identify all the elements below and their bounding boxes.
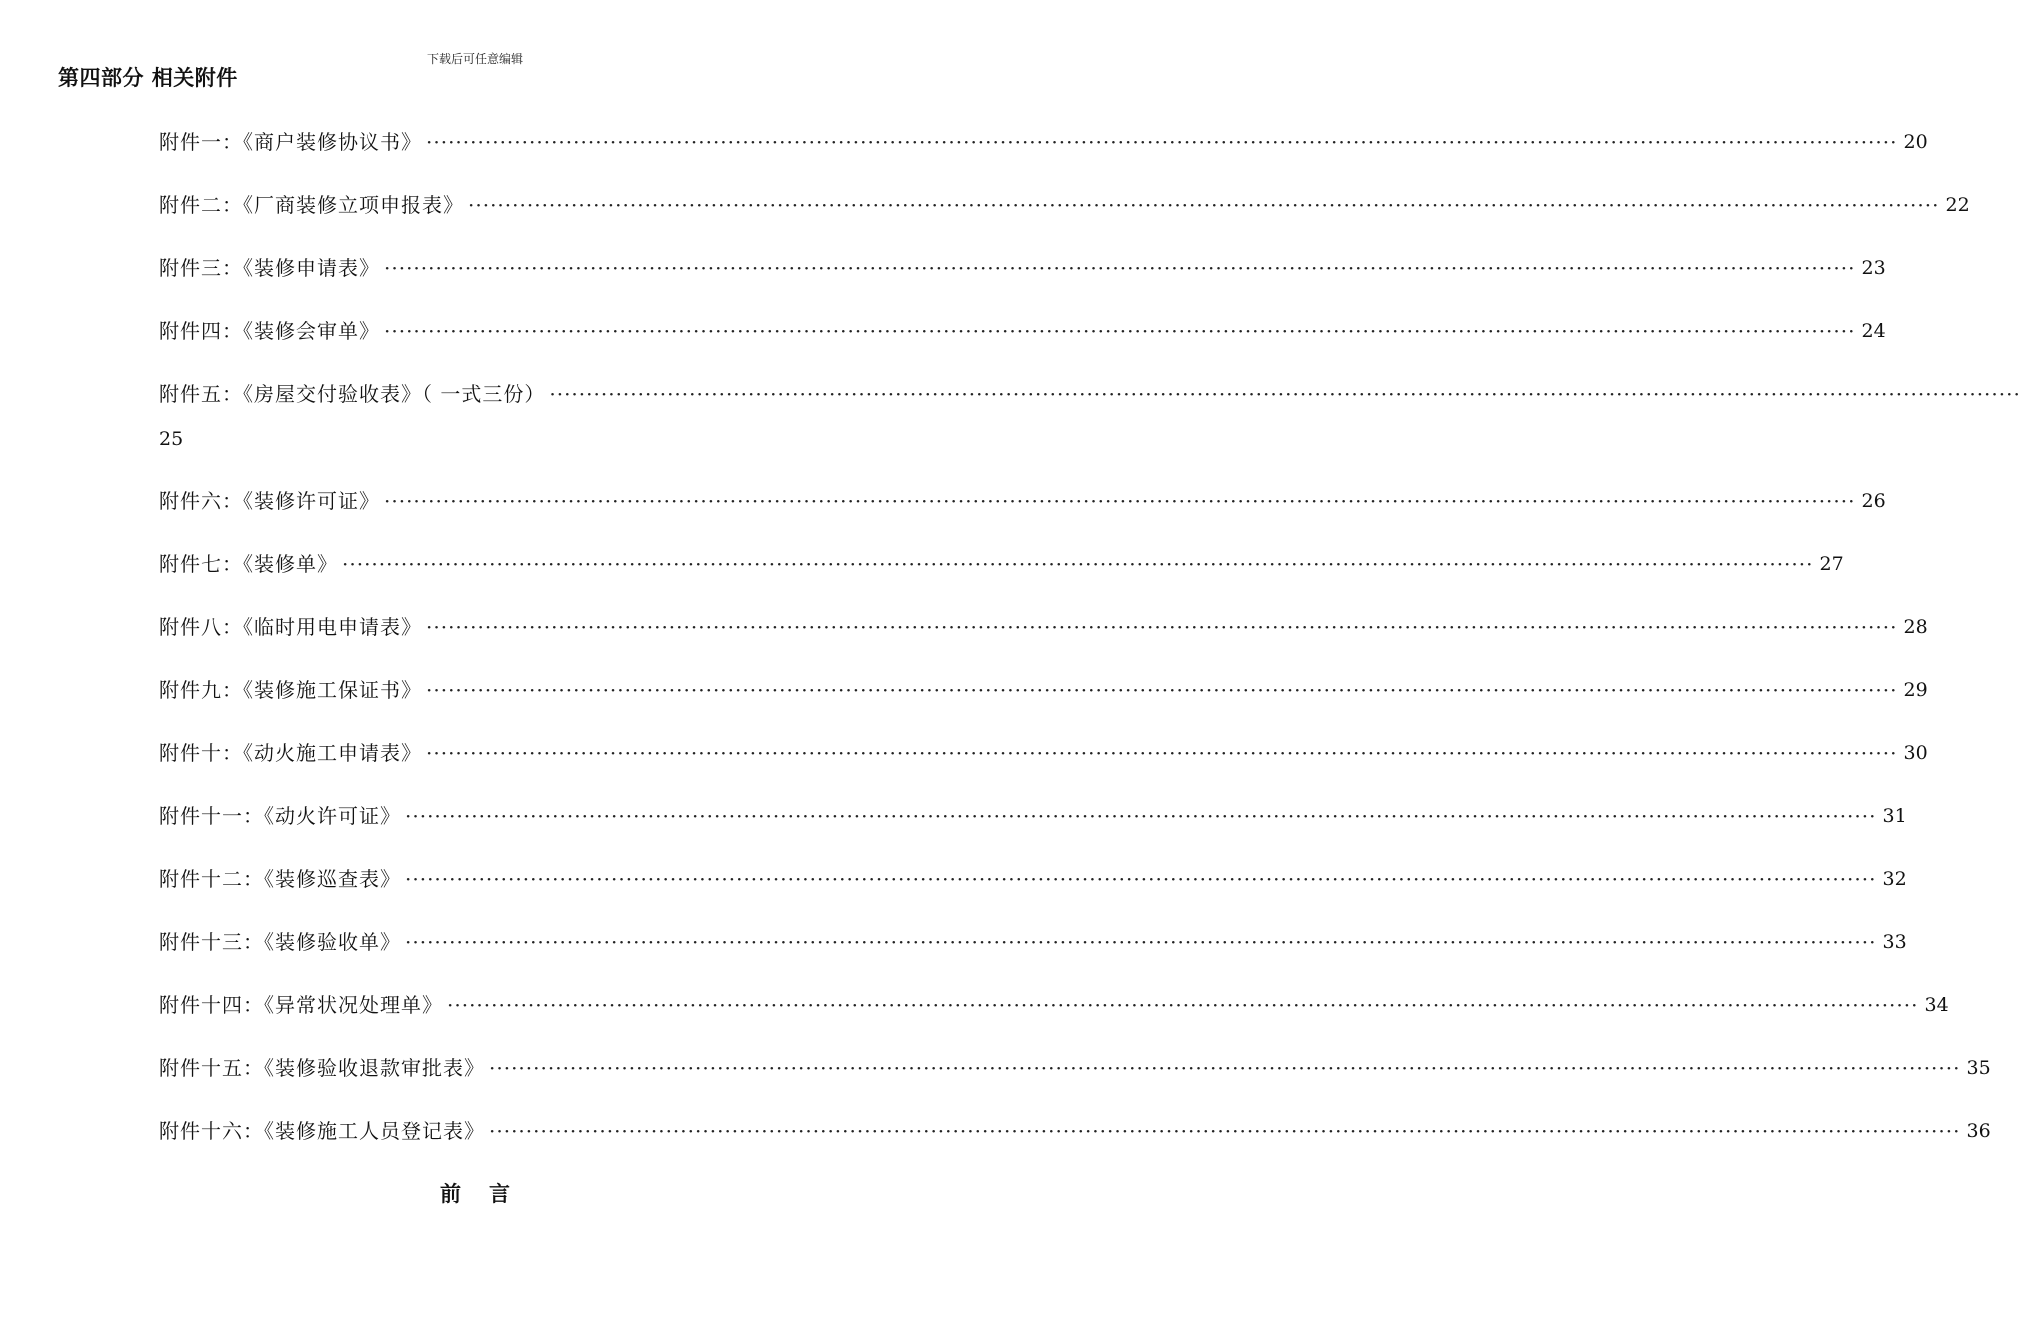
toc-dot-leader: ········································································································································································································ xyxy=(468,193,1940,217)
toc-item-label: 附件十三：《装修验收单》 xyxy=(159,930,401,954)
section-title: 第四部分 相关附件 xyxy=(58,66,238,90)
toc-dot-leader: ········································································································································································································ xyxy=(405,804,1877,828)
toc-dot-leader: ········································································································································································································ xyxy=(426,678,1898,702)
toc-item-page: 25 xyxy=(159,428,184,450)
toc-item-page: 23 xyxy=(1861,257,1886,279)
toc-item[interactable] xyxy=(159,801,1907,831)
toc-item-label: 附件四：《装修会审单》 xyxy=(159,319,380,343)
toc-item[interactable] xyxy=(159,675,1928,705)
toc-item[interactable] xyxy=(159,379,2021,409)
toc-item-page: 31 xyxy=(1882,805,1907,827)
toc-item-page: 27 xyxy=(1819,553,1844,575)
toc-dot-leader: ········································································································································································································ xyxy=(384,489,1856,513)
toc-item-label: 附件六：《装修许可证》 xyxy=(159,489,380,513)
toc-dot-leader: ········································································································································································································ xyxy=(489,1119,1961,1143)
toc-item-page: 20 xyxy=(1903,131,1928,153)
toc-item-page: 35 xyxy=(1966,1057,1991,1079)
toc-item-label: 附件九：《装修施工保证书》 xyxy=(159,678,422,702)
toc-item-page: 36 xyxy=(1966,1120,1991,1142)
toc-item-page: 32 xyxy=(1882,868,1907,890)
toc-item-label: 附件十五：《装修验收退款审批表》 xyxy=(159,1056,485,1080)
toc-item-label: 附件十六：《装修施工人员登记表》 xyxy=(159,1119,485,1143)
toc-item-label: 附件十：《动火施工申请表》 xyxy=(159,741,422,765)
toc-dot-leader: ········································································································································································································ xyxy=(426,615,1898,639)
toc-item-page: 28 xyxy=(1903,616,1928,638)
toc-dot-leader: ········································································································································································································ xyxy=(426,741,1898,765)
toc-dot-leader: ········································································································································································································ xyxy=(384,319,1856,343)
toc-item[interactable] xyxy=(159,127,1928,157)
toc-item[interactable] xyxy=(159,990,1949,1020)
toc-item[interactable] xyxy=(159,927,1907,957)
header-note: 下载后可任意编辑 xyxy=(426,52,523,66)
toc-item[interactable] xyxy=(159,864,1907,894)
toc-dot-leader: ········································································································································································································ xyxy=(405,930,1877,954)
toc-item-label: 附件二：《厂商装修立项申报表》 xyxy=(159,193,464,217)
toc-item-page: 34 xyxy=(1924,994,1949,1016)
toc-item[interactable] xyxy=(159,190,1970,220)
toc-dot-leader: ········································································································································································································ xyxy=(549,382,2021,406)
toc-item-page: 33 xyxy=(1882,931,1907,953)
toc-item[interactable] xyxy=(159,316,1886,346)
toc-dot-leader: ········································································································································································································ xyxy=(342,552,1814,576)
toc-dot-leader: ········································································································································································································ xyxy=(426,130,1898,154)
toc-dot-leader: ········································································································································································································ xyxy=(447,993,1919,1017)
toc-item-page: 30 xyxy=(1903,742,1928,764)
toc-item[interactable] xyxy=(159,1053,1991,1083)
toc-item[interactable] xyxy=(159,1116,1991,1146)
toc-item-label: 附件五：《房屋交付验收表》（ 一式三份） xyxy=(159,382,546,406)
toc-item-page: 29 xyxy=(1903,679,1928,701)
toc-item-label: 附件十一：《动火许可证》 xyxy=(159,804,401,828)
toc-item[interactable] xyxy=(159,612,1928,642)
toc-item-label: 附件八：《临时用电申请表》 xyxy=(159,615,422,639)
toc-item-label: 附件十四：《异常状况处理单》 xyxy=(159,993,443,1017)
toc-item-page: 24 xyxy=(1861,320,1886,342)
preface-title: 前言 xyxy=(440,1182,538,1206)
toc-item[interactable] xyxy=(159,738,1928,768)
toc-item-label: 附件七：《装修单》 xyxy=(159,552,338,576)
toc-item-page: 26 xyxy=(1861,490,1886,512)
toc-dot-leader: ········································································································································································································ xyxy=(489,1056,1961,1080)
toc-item-page: 22 xyxy=(1945,194,1970,216)
toc-dot-leader: ········································································································································································································ xyxy=(384,256,1856,280)
toc-item[interactable] xyxy=(159,253,1886,283)
toc-item-label: 附件三：《装修申请表》 xyxy=(159,256,380,280)
toc-item-label: 附件十二：《装修巡查表》 xyxy=(159,867,401,891)
toc-item[interactable] xyxy=(159,486,1886,516)
toc-dot-leader: ········································································································································································································ xyxy=(405,867,1877,891)
toc-item-label: 附件一：《商户装修协议书》 xyxy=(159,130,422,154)
toc-item[interactable] xyxy=(159,549,1844,579)
